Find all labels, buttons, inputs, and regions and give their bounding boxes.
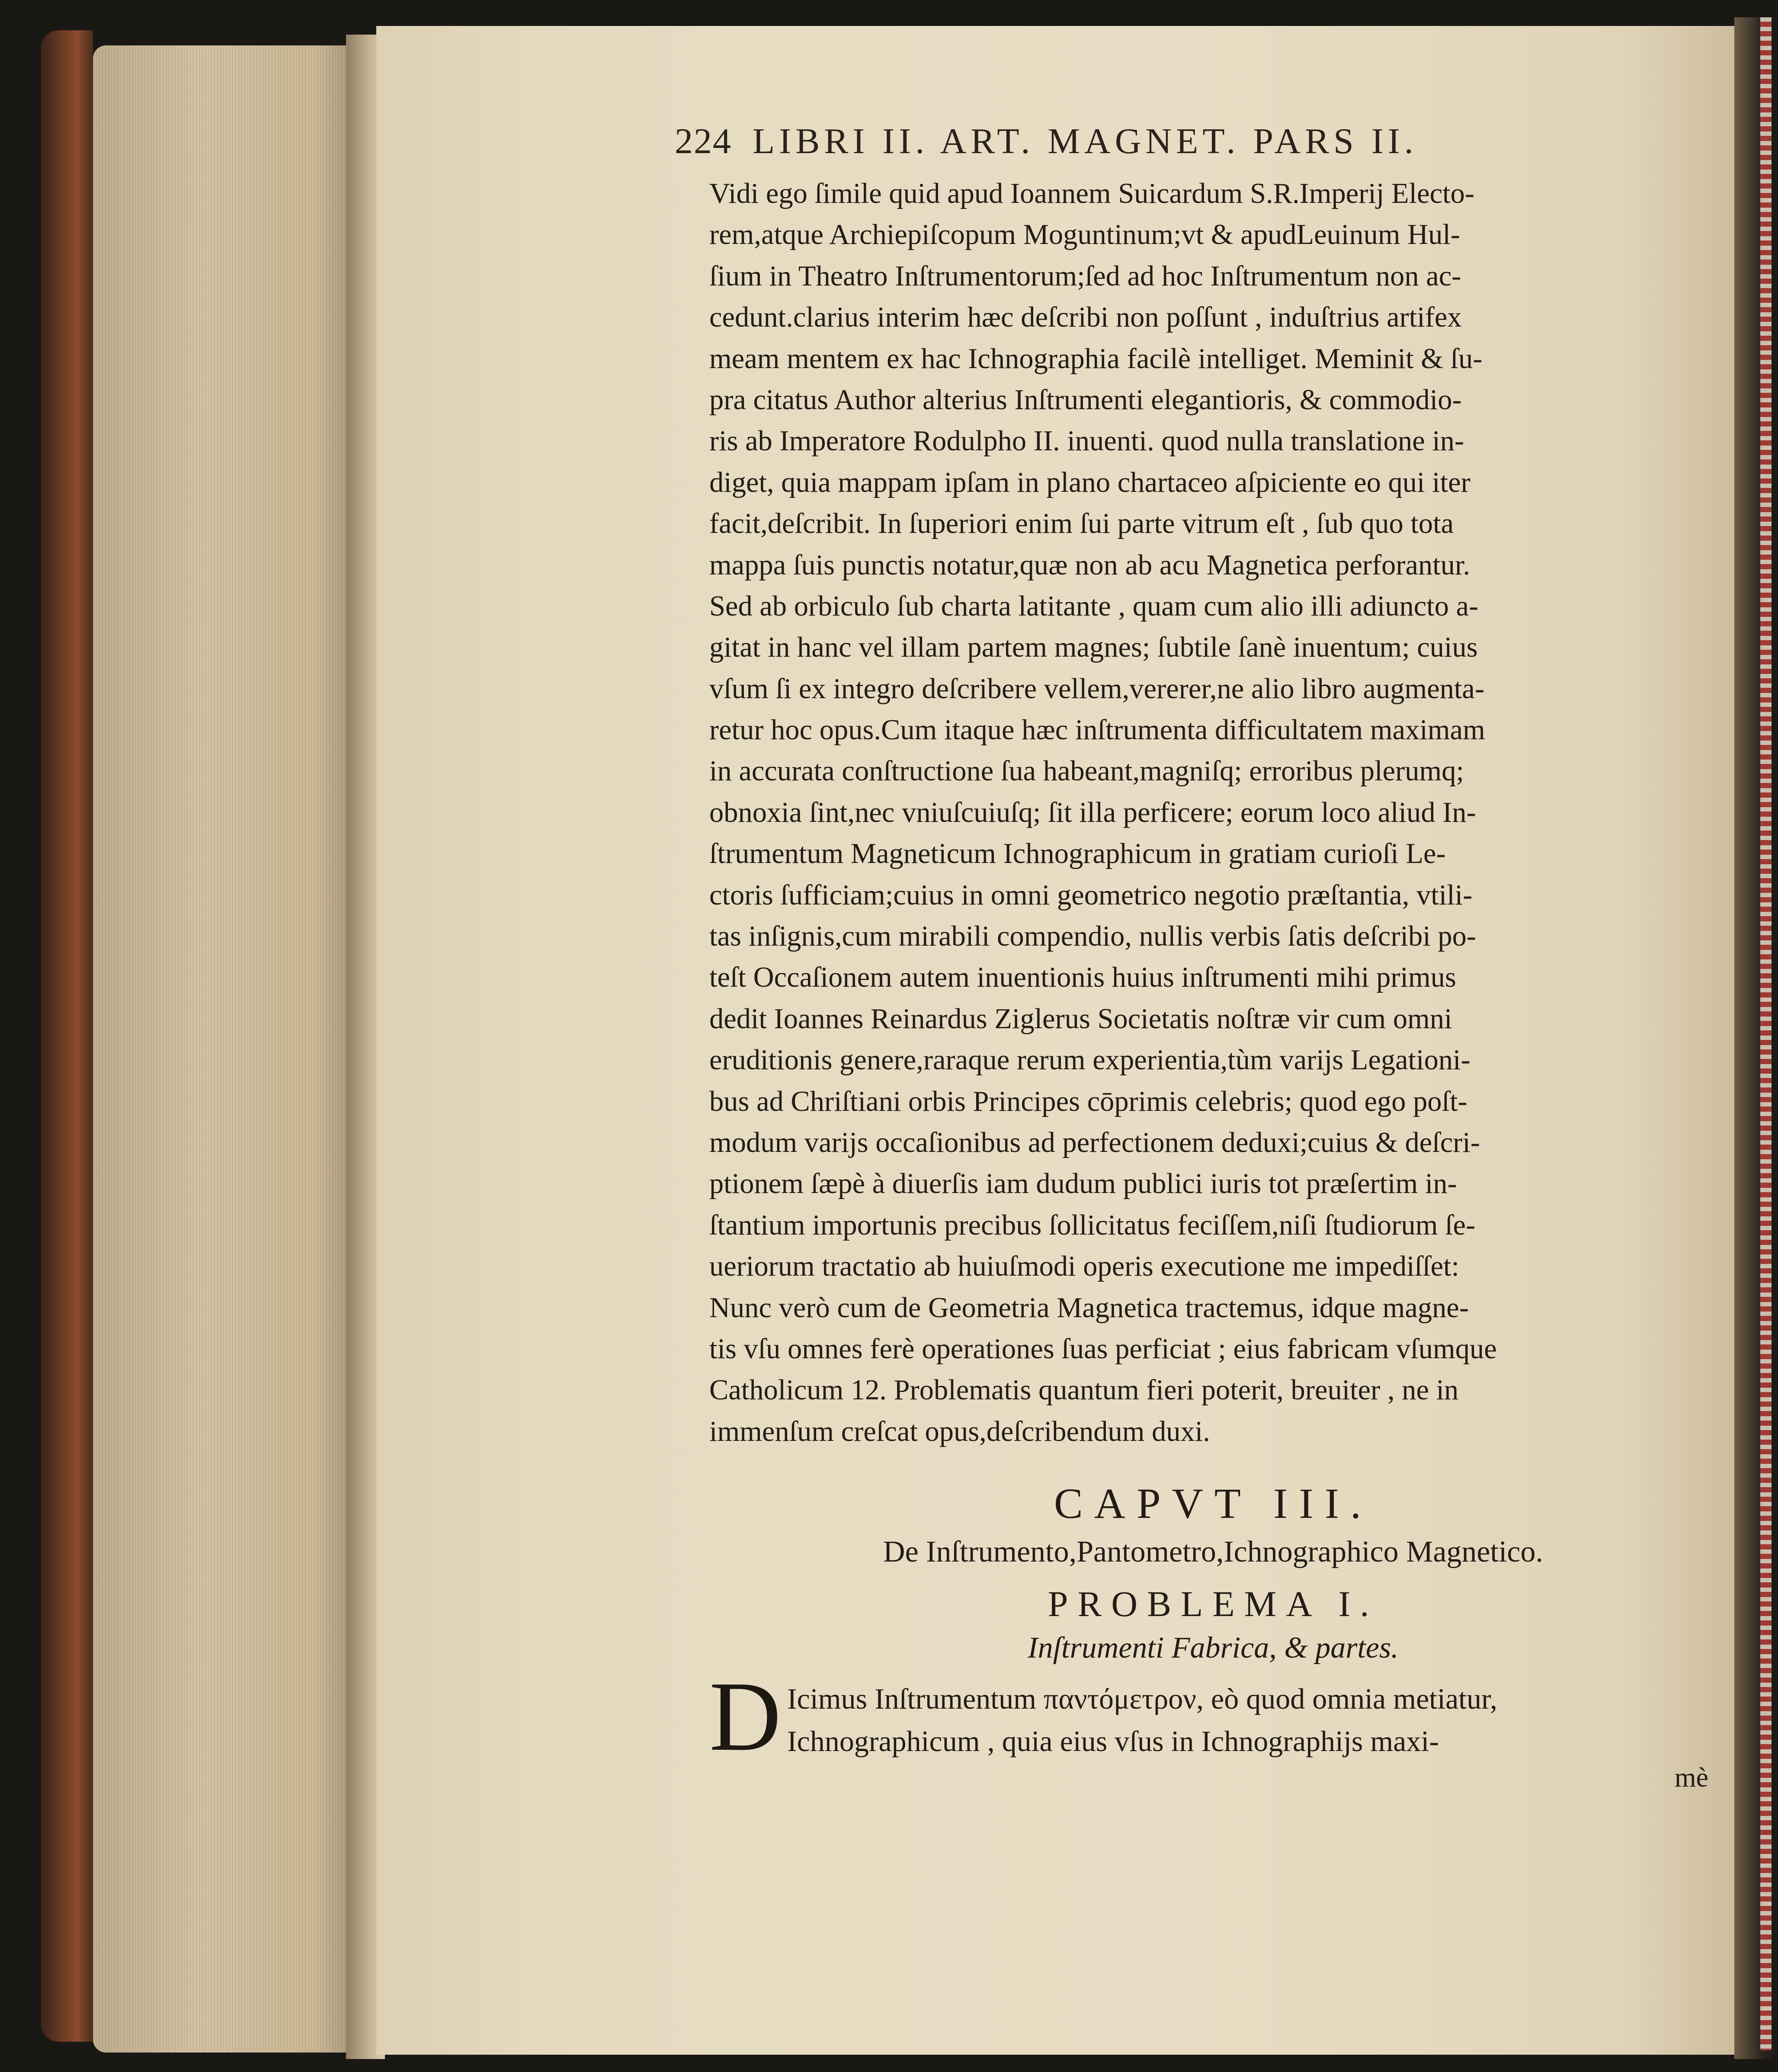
text-line: cedunt.clarius interim hæc deſcribi non poſſunt , induſtrius artifex xyxy=(709,301,1462,334)
text-line: Catholicum 12. Problematis quantum fieri poterit, breuiter , ne in xyxy=(709,1374,1459,1406)
text-line: meam mentem ex hac Ichnographia facilè intelliget. Meminit & ſu- xyxy=(709,343,1483,375)
text-line: tas inſignis,cum mirabili compendio, nullis verbis ſatis deſcribi po- xyxy=(709,921,1477,953)
body-text xyxy=(709,173,1717,1452)
text-line: ſtantium importunis precibus ſollicitatus feciſſem,niſi ſtudiorum ſe- xyxy=(709,1209,1476,1241)
text-line: Icimus Inſtrumentum παντόμετρον, eò quod omnia metiatur, xyxy=(787,1682,1498,1715)
text-line: rem,atque Archiepiſcopum Moguntinum;vt & apudLeuinum Hul- xyxy=(709,219,1461,251)
text-line: tis vſu omnes ferè operationes ſuas perficiat ; eius fabricam vſumque xyxy=(709,1333,1497,1365)
page-number: 224 xyxy=(675,121,732,161)
text-line: vſum ſi ex integro deſcribere vellem,vererer,ne alio libro augmenta- xyxy=(709,673,1485,705)
chapter-subtitle: De Inſtrumento,Pantometro,Ichnographico Magnetico. xyxy=(883,1535,1543,1568)
text-line: modum varijs occaſionibus ad perfectionem deduxi;cuius & deſcri- xyxy=(709,1126,1480,1158)
text-line: ptionem ſæpè à diuerſis iam dudum publici iuris tot præſertim in- xyxy=(709,1168,1457,1200)
text-line: facit,deſcribit. In ſuperiori enim ſui parte vitrum eſt , ſub quo tota xyxy=(709,508,1454,540)
text-line: Nunc verò cum de Geometria Magnetica tractemus, idque magne- xyxy=(709,1292,1469,1324)
text-line: mappa ſuis punctis notatur,quæ non ab acu Magnetica perforantur. xyxy=(709,549,1470,581)
running-title: LIBRI II. ART. MAGNET. PARS II. xyxy=(753,121,1418,161)
text-line: Ichnographicum , quia eius vſus in Ichnographijs maxi- xyxy=(787,1725,1439,1758)
chapter-heading: CAPVT III. xyxy=(1054,1479,1372,1527)
text-line: diget, quia mappam ipſam in plano chartaceo aſpiciente eo qui iter xyxy=(709,466,1470,498)
catchword: mè xyxy=(1674,1762,1708,1793)
text-line: in accurata conſtructione ſua habeant,magniſq; erroribus plerumq; xyxy=(709,755,1464,787)
text-line: bus ad Chriſtiani orbis Principes cōprimis celebris; quod ego poſt- xyxy=(709,1085,1467,1117)
text-line: teſt Occaſionem autem inuentionis huius inſtrumenti mihi primus xyxy=(709,962,1456,994)
drop-cap: D xyxy=(709,1661,782,1771)
opening-paragraph xyxy=(787,1677,1717,1762)
page-block-edges xyxy=(93,45,355,2053)
text-line: ſium in Theatro Inſtrumentorum;ſed ad hoc Inſtrumentum non ac- xyxy=(709,260,1461,292)
text-line: obnoxia ſint,nec vniuſcuiuſq; ſit illa perficere; eorum loco aliud In- xyxy=(709,796,1476,828)
text-line: dedit Ioannes Reinardus Ziglerus Societatis noſtræ vir cum omni xyxy=(709,1003,1452,1035)
text-line: Vidi ego ſimile quid apud Ioannem Suicardum S.R.Imperij Electo- xyxy=(709,178,1474,209)
text-line: ſtrumentum Magneticum Ichnographicum in gratiam curioſi Le- xyxy=(709,838,1446,870)
text-line: pra citatus Author alterius Inſtrumenti elegantioris, & commodio- xyxy=(709,384,1462,416)
text-line: ctoris ſufficiam;cuius in omni geometrico negotio præſtantia, vtili- xyxy=(709,879,1473,911)
bookmark-ribbon xyxy=(1760,17,1772,2050)
text-line: ueriorum tractatio ab huiuſmodi operis executione me impediſſet: xyxy=(709,1251,1460,1283)
text-line: gitat in hanc vel illam partem magnes; ſubtile ſanè inuentum; cuius xyxy=(709,632,1478,664)
text-line: retur hoc opus.Cum itaque hæc inſtrumenta difficultatem maximam xyxy=(709,714,1485,746)
text-line: eruditionis genere,raraque rerum experientia,tùm varijs Legationi- xyxy=(709,1044,1470,1076)
problem-heading: PROBLEMA I. xyxy=(1048,1584,1379,1624)
book-cover-edge xyxy=(41,30,93,2042)
running-header xyxy=(675,120,1635,168)
text-line: ris ab Imperatore Rodulpho II. inuenti. quod nulla translatione in- xyxy=(709,425,1464,457)
text-line: Sed ab orbiculo ſub charta latitante , quam cum alio illi adiuncto a- xyxy=(709,590,1479,622)
text-line: immenſum creſcat opus,deſcribendum duxi. xyxy=(709,1415,1210,1447)
problem-subtitle: Inſtrumenti Fabrica, & partes. xyxy=(1028,1631,1399,1665)
